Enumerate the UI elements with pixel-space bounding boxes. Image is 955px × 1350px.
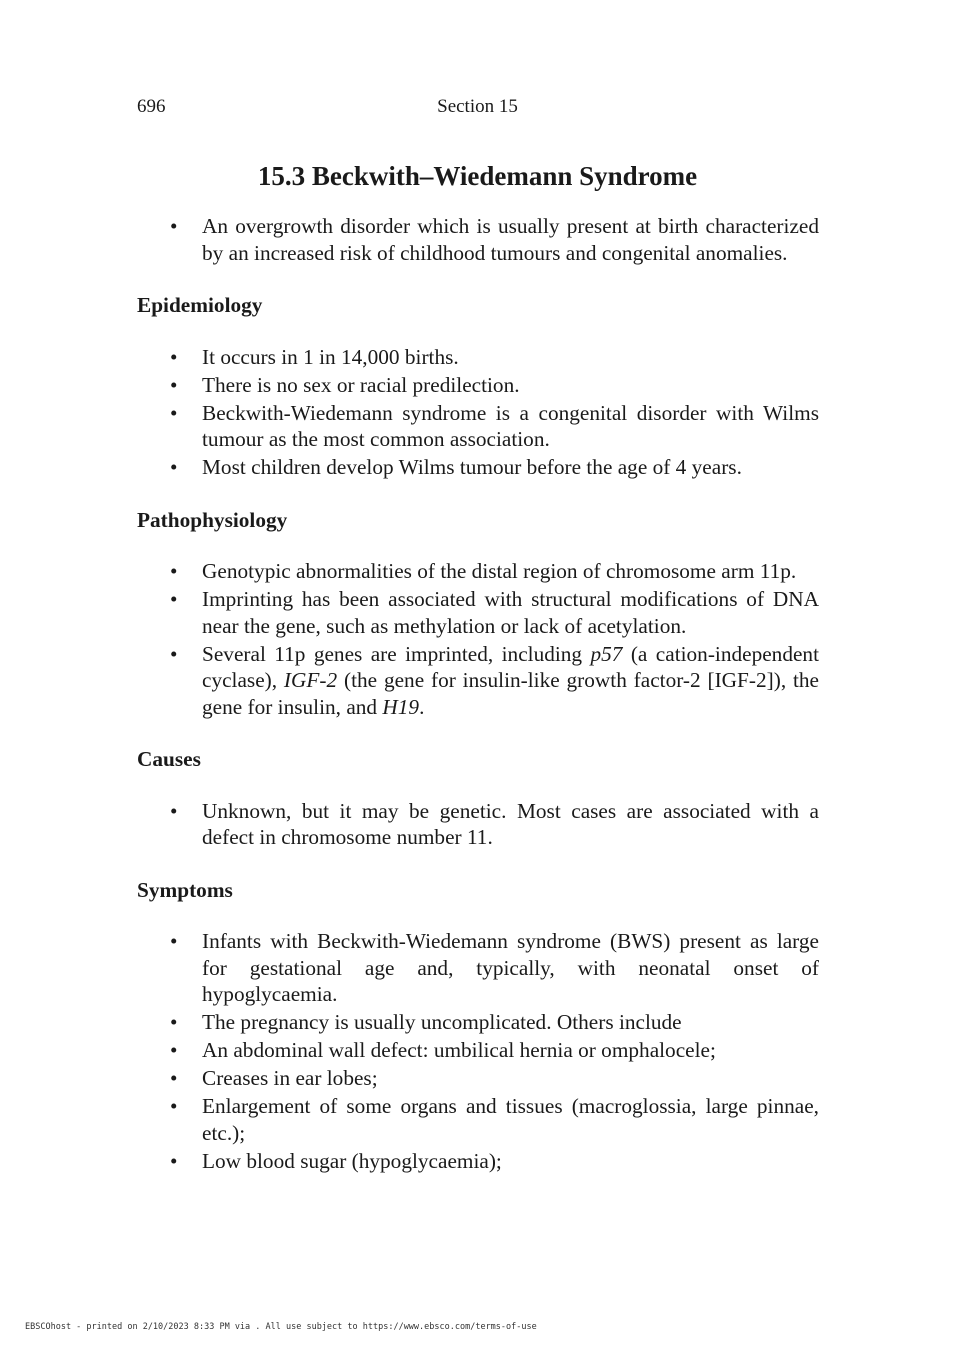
bullet-icon: •	[170, 559, 178, 583]
list-item-text: An abdominal wall defect: umbilical hernia or omphalocele;	[202, 1038, 716, 1062]
bullet-icon: •	[170, 1094, 178, 1118]
list-item-text: The pregnancy is usually uncomplicated. Others include	[202, 1010, 682, 1034]
list-item-text: Imprinting has been associated with structural modifications of DNA near the gene, such as methylation or lack of acetylation.	[202, 587, 819, 638]
list-item	[137, 372, 819, 399]
bullet-list	[137, 798, 819, 851]
bullet-icon: •	[170, 929, 178, 953]
list-item	[137, 558, 819, 585]
bullet-icon: •	[170, 1148, 178, 1173]
list-item	[137, 400, 819, 453]
list-item	[137, 1037, 819, 1064]
bullet-icon: •	[170, 372, 178, 397]
list-item-text: Most children develop Wilms tumour before the age of 4 years.	[202, 455, 742, 479]
bullet-icon: •	[170, 1038, 178, 1062]
page-number: 696	[137, 96, 166, 117]
bullet-icon: •	[170, 641, 178, 666]
bullet-list	[137, 558, 819, 720]
list-item	[137, 1009, 819, 1036]
bullet-icon: •	[170, 587, 178, 611]
bullet-icon: •	[170, 344, 178, 369]
list-item-text: Unknown, but it may be genetic. Most cases are associated with a defect in chromosome number 11.	[202, 798, 819, 849]
list-item	[137, 586, 819, 639]
bullet-icon: •	[170, 1066, 178, 1090]
list-item	[137, 454, 819, 481]
list-item	[137, 1065, 819, 1092]
list-item-text: Beckwith-Wiedemann syndrome is a congenital disorder with Wilms tumour as the most common association.	[202, 400, 819, 451]
list-item-text: Genotypic abnormalities of the distal region of chromosome arm 11p.	[202, 559, 797, 583]
list-item-text: There is no sex or racial predilection.	[202, 372, 520, 397]
sections	[137, 292, 819, 1174]
section-heading: Epidemiology	[137, 293, 263, 317]
chapter-title: 15.3 Beckwith–Wiedemann Syndrome	[257, 161, 698, 191]
content	[137, 213, 819, 1176]
list-item-text: Several 11p genes are imprinted, including p57 (a cation-independent cyclase), IGF-2 (the gene for insulin-like growth factor-2 [IGF-2]), the gene for insulin, and H19.	[202, 641, 819, 719]
list-item	[137, 213, 819, 266]
list-item	[137, 928, 819, 1008]
list-item-text: Enlargement of some organs and tissues (macroglossia, large pinnae, etc.);	[202, 1094, 819, 1145]
bullet-icon: •	[170, 400, 178, 425]
list-item	[137, 1093, 819, 1146]
bullet-icon: •	[170, 798, 178, 823]
bullet-list	[137, 344, 819, 481]
running-head: Section 15	[437, 96, 518, 117]
list-item-text: An overgrowth disorder which is usually present at birth characterized by an increased risk of childhood tumours and congenital anomalies.	[202, 214, 819, 265]
bullet-icon: •	[170, 214, 178, 238]
footer-note: EBSCOhost - printed on 2/10/2023 8:33 PM via . All use subject to https://www.ebsco.com/terms-of-use	[25, 1322, 537, 1332]
list-item	[137, 641, 819, 721]
list-item-text: Creases in ear lobes;	[202, 1066, 378, 1090]
section-heading: Pathophysiology	[137, 507, 288, 532]
section-heading: Symptoms	[137, 877, 233, 902]
bullet-icon: •	[170, 1010, 178, 1034]
list-item-text: It occurs in 1 in 14,000 births.	[202, 344, 459, 369]
intro-list	[137, 213, 819, 266]
list-item	[137, 344, 819, 371]
list-item	[137, 798, 819, 851]
bullet-list	[137, 928, 819, 1174]
list-item-text: Infants with Beckwith-Wiedemann syndrome (BWS) present as large for gestational age and, typically, with neonatal onset of hypoglycaemia.	[202, 929, 819, 1006]
section-heading: Causes	[137, 747, 201, 771]
list-item-text: Low blood sugar (hypoglycaemia);	[202, 1148, 502, 1173]
list-item	[137, 1148, 819, 1175]
bullet-icon: •	[170, 455, 178, 479]
